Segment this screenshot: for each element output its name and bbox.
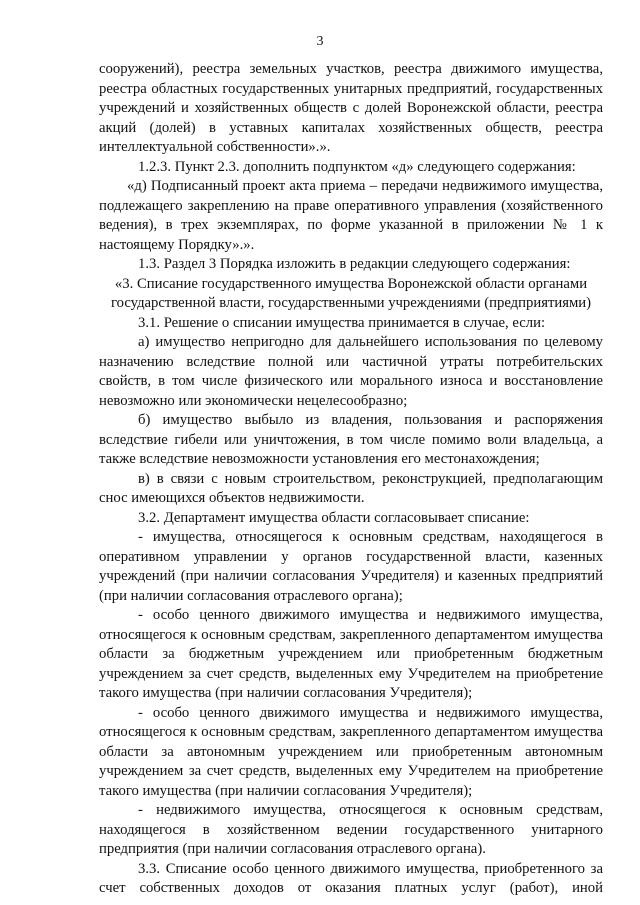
paragraph-3-1-v: в) в связи с новым строительством, реконструкцией, предполагающим снос имеющихся объектов недвижимости. (99, 470, 603, 506)
paragraph-3-2-item-1: - имущества, относящегося к основным средствам, находящегося в оперативном управлении у органов государственной власти, казенных учреждений (при наличии согласования Учредителя) и казенных предприятий (при наличии согласования отраслевого органа); (99, 529, 603, 604)
paragraph-registry-continuation: сооружений), реестра земельных участков, реестра движимого имущества, реестра областных государственных унитарных предприятий, государственных учреждений и хозяйственных обществ с долей Воронежской области, реестра акций (долей) в уставных капиталах хозяйственных обществ, реестра интеллектуальной собственности».». (99, 61, 603, 155)
paragraph-3-2-item-2: - особо ценного движимого имущества и недвижимого имущества, относящегося к основным средствам, закрепленного департаментом имущества области за бюджетным учреждением или приобретенным бюджетным учреждением за счет средств, выделенных ему Учредителем на приобретение такого имущества (при наличии согласования Учредителя); (99, 607, 603, 701)
paragraph-3-1-b: б) имущество выбыло из владения, пользования и распоряжения вследствие гибели или уничтожения, в том числе помимо воли владельца, а также вследствие невозможности установления его местонахождения; (99, 412, 603, 467)
paragraph-3-2-item-4: - недвижимого имущества, относящегося к основным средствам, находящегося в хозяйственном ведении государственного унитарного предприятия (при наличии согласования отраслевого органа). (99, 802, 603, 857)
paragraph-1-2-3: 1.2.3. Пункт 2.3. дополнить подпунктом «д» следующего содержания: (138, 158, 576, 175)
section-3-heading: «3. Списание государственного имущества Воронежской области органами государственной власти, государственными учреждениями (предприятиями) (110, 275, 592, 311)
page-number: 3 (316, 34, 324, 49)
paragraph-3-1-a: а) имущество непригодно для дальнейшего использования по целевому назначению вследствие полной или частичной утраты потребительских свойств, в том числе физического или морального износа и восстановление невозможно или экономически нецелесообразно; (99, 334, 603, 409)
paragraph-subitem-d: «д) Подписанный проект акта приема – передачи недвижимого имущества, подлежащего закреплению на праве оперативного управления (хозяйственного ведения), в трех экземплярах, по форме указанной в приложении № 1 к настоящему Порядку».». (99, 178, 603, 253)
paragraph-1-3: 1.3. Раздел 3 Порядка изложить в редакции следующего содержания: (138, 256, 571, 272)
paragraph-3-1: 3.1. Решение о списании имущества принимается в случае, если: (138, 314, 546, 331)
paragraph-3-2-item-3: - особо ценного движимого имущества и недвижимого имущества, относящегося к основным средствам, закрепленного департаментом имущества области за автономным учреждением или приобретенным автономным учреждением за счет средств, выделенных ему Учредителем на приобретение такого имущества (при наличии согласования Учредителя); (99, 704, 603, 799)
document-body (99, 60, 603, 899)
paragraph-3-2: 3.2. Департамент имущества области согласовывает списание: (138, 509, 530, 526)
paragraph-3-3: 3.3. Списание особо ценного движимого имущества, приобретенного за счет собственных доходов от оказания платных услуг (работ), иной (99, 860, 603, 896)
